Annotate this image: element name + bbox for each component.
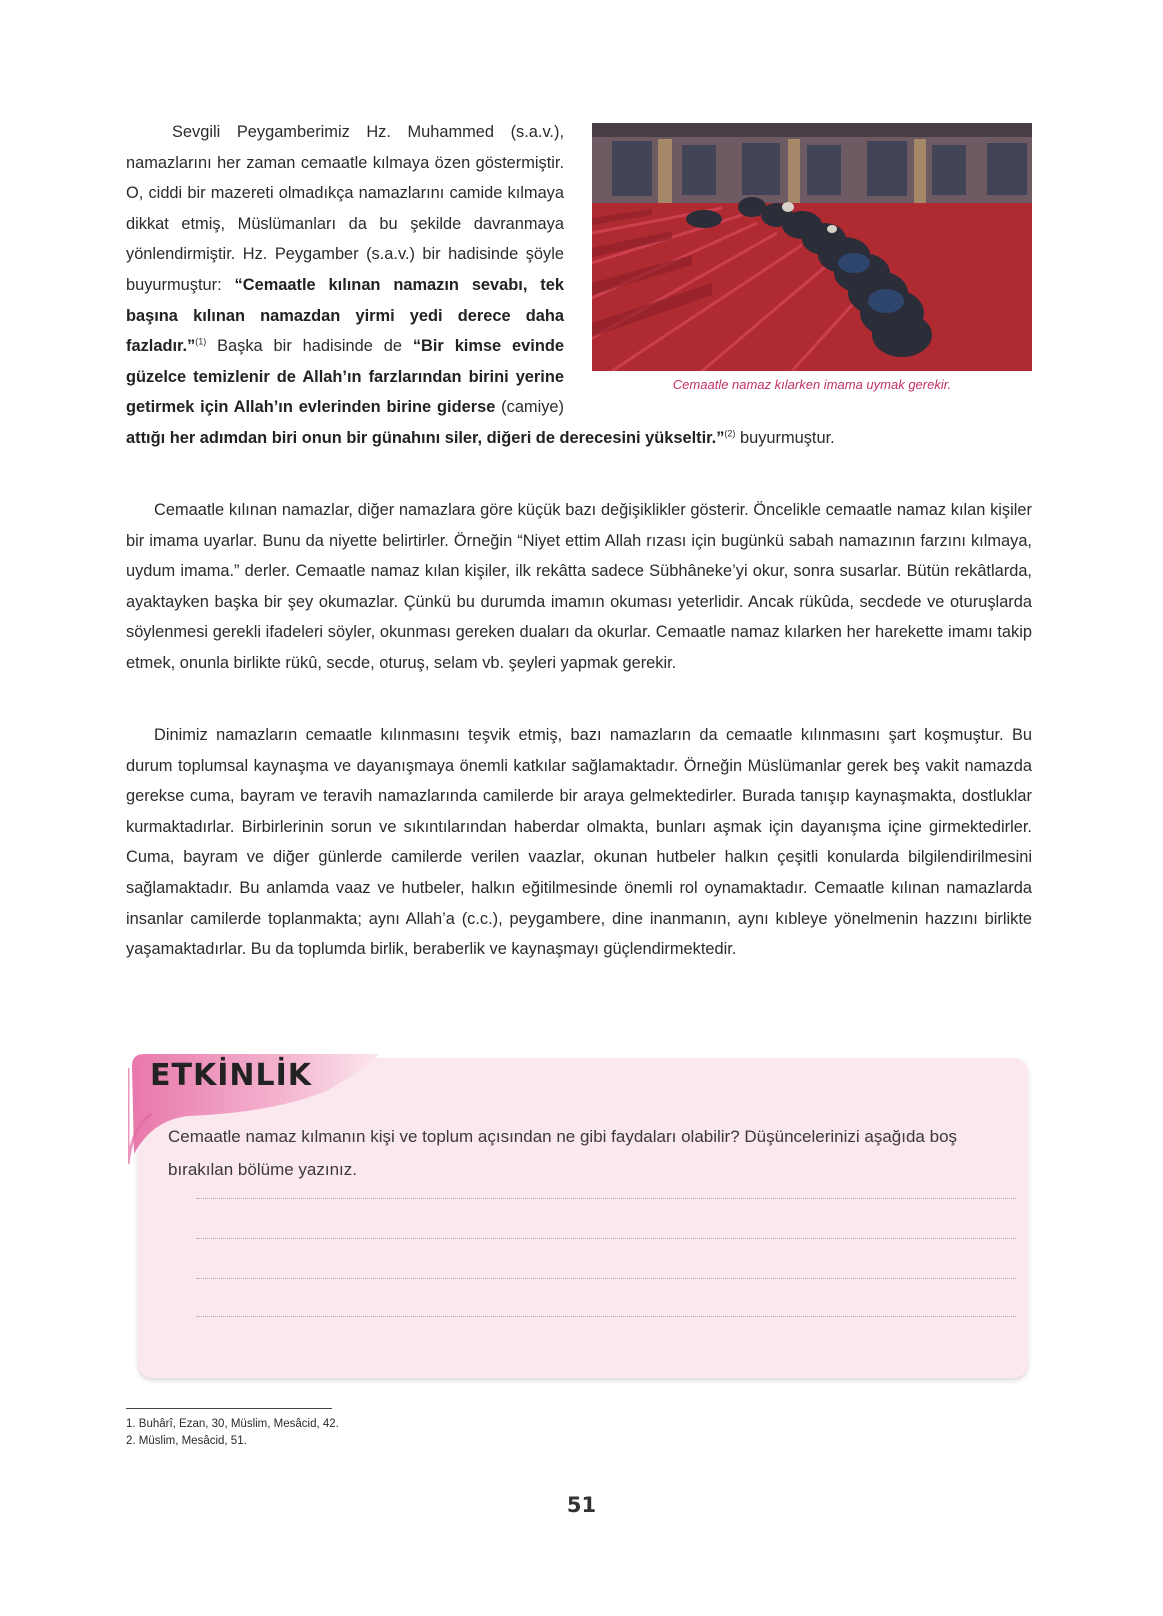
activity-section [128,1058,1036,1380]
paragraph-congregational-prayer-rules: Cemaatle kılınan namazlar, diğer namazlara göre küçük bazı değişiklikler gösterir. Öncelikle cemaatle namaz kılan kişiler bir imama uyarlar. Bunu da niyette belirtirler. Örneğin “Niyet ettim Allah rızası için bugünkü sabah namazının farzını kılmaya, uydum imama.” derler. Cemaatle namaz kılan kişiler, ilk rekâtta sadece Sübhâneke’yi okur, sonra susarlar. Bütün rekâtlarda, ayaktayken başka bir şey okumazlar. Çünkü bu durumda imamın okuması yeterlidir. Ancak rükûda, secdede ve oturuşlarda söylenmesi gerekli ifadeleri söyler, okunması gereken duaları da okurlar. Cemaatle namaz kılarken her harekette imamı takip etmek, onunla birlikte rükû, secde, oturuş, selam vb. şeyleri yapmak gerekir. [126,501,1032,672]
footnote-2: 2. Müslim, Mesâcid, 51. [126,1435,247,1447]
paren-text: (camiye) [495,398,564,417]
footnote-1: 1. Buhârî, Ezan, 30, Müslim, Mesâcid, 42. [126,1418,339,1430]
page-number: 51 [566,1493,597,1517]
figure [592,123,1032,395]
mosque-prayer-illustration [592,123,1032,371]
answer-line[interactable] [196,1198,1016,1199]
figure-caption: Cemaatle namaz kılarken imama uymak gerekir. [672,377,952,392]
paragraph-social-benefits: Dinimiz namazların cemaatle kılınmasını teşvik etmiş, bazı namazların da cemaatle kılınmasını şart koşmuştur. Bu durum toplumsal kaynaşma ve dayanışmaya önemli katkılar sağlamaktadır. Örneğin Müslümanlar gerek beş vakit namazda gerekse cuma, bayram ve teravih namazlarında camilerde bir araya gelmektedirler. Burada tanışıp kaynaşmakta, dostluklar kurmaktadırlar. Birbirlerinin sorun ve sıkıntılarından haberdar olmakta, bunları aşmak için dayanışma içine girmektedirler. Cuma, bayram ve diğer günlerde camilerde verilen vaazlar, okunan hutbeler halkın çeşitli konularda bilgilendirilmesini sağlamaktadır. Bu anlamda vaaz ve hutbeler, halkın eğitilmesinde önemli rol oynamaktadır. Cemaatle kılınan namazlarda insanlar camilerde toplanmakta; aynı Allah’a (c.c.), peygambere, dine inanmanın, aynı kıbleye yönelmenin hazzını birlikte yaşamaktadırlar. Bu da toplumda birlik, beraberlik ve kaynaşmayı güçlendirmektedir. [126,726,1032,959]
intro-paragraph [126,117,1032,454]
activity-question: Cemaatle namaz kılmanın kişi ve toplum açısından ne gibi faydaları olabilir? Düşüncelerinizi aşağıda boş bırakılan bölüme yazınız. [168,1127,958,1179]
intro-text-end: buyurmuştur. [735,428,835,447]
hadith-quote-2b: attığı her adımdan biri onun bir günahını siler, diğeri de derecesini yükseltir.” [126,428,725,447]
answer-line[interactable] [196,1238,1016,1239]
answer-line[interactable] [196,1278,1016,1279]
footnote-ref-2[interactable]: (2) [724,428,736,439]
footnote-ref-1[interactable]: (1) [195,336,207,347]
hadith-quote-2a: “Bir kimse evinde güzelce temizlenir de Allah’ın farzlarından birini yerine getirmek için Allah’ın evlerinden birine giderse [126,337,564,417]
footnotes [126,1416,339,1450]
intro-text-mid: Başka bir hadisinde de [206,337,413,356]
mosque-prayer-photo [592,123,1032,371]
hadith-quote-1: “Cemaatle kılınan namazın sevabı, tek başına kılınan namazdan yirmi yedi derece daha fazladır.” [126,275,564,356]
intro-text: Sevgili Peygamberimiz Hz. Muhammed (s.a.v.), namazlarını her zaman cemaatle kılmaya özen göstermiştir. O, ciddi bir mazereti olmadıkça namazlarını camide kılmaya dikkat etmiş, Müslümanları da bu şekilde davranmaya yönlendirmiştir. Hz. Peygamber (s.a.v.) bir hadisinde şöyle buyurmuştur: [126,123,564,294]
answer-line[interactable] [196,1316,1016,1317]
activity-title: ETKİNLİK [150,1058,312,1093]
footnote-divider [126,1408,332,1409]
